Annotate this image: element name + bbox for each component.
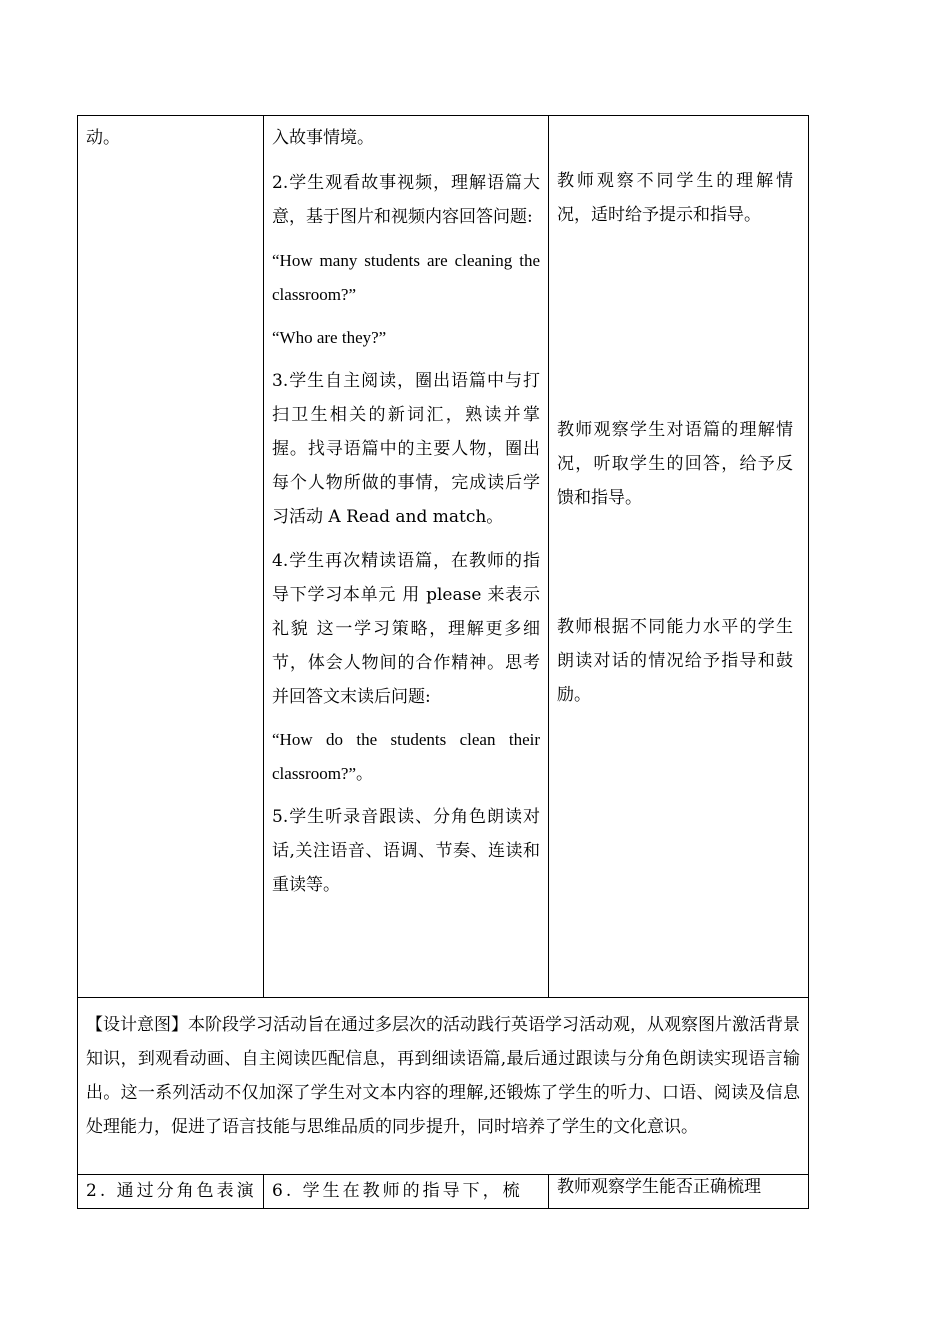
student-activity-cell — [272, 121, 540, 902]
assessment-note-2 — [557, 413, 793, 515]
assessment-text-2: 教师观察学生对语篇的理解情况，听取学生的回答，给予反馈和指导。 — [557, 420, 793, 508]
row-divider-1 — [77, 997, 809, 998]
design-intent: 【设计意图】本阶段学习活动旨在通过多层次的活动践行英语学习活动观，从观察图片激活背景知识，到观看动画、自主阅读匹配信息，再到细读语篇,最后通过跟读与分角色朗读实现语言输出。这一系列活动不仅加深了学生对文本内容的理解,还锻炼了学生的听力、口语、阅读及信息处理能力，促进了语言技能与思维品质的同步提升，同时培养了学生的文化意识。 — [86, 1015, 800, 1137]
student-activity-step-2: 2.学生观看故事视频，理解语篇大意，基于图片和视频内容回答问题: — [272, 173, 540, 227]
table-border-left — [77, 115, 78, 1209]
col-divider-1 — [263, 115, 264, 997]
col-divider-2 — [548, 115, 549, 997]
student-activity-cell-row3: 6. 学生在教师的指导下，梳 — [272, 1181, 523, 1201]
assessment-cell-row3: 教师观察学生能否正确梳理 — [557, 1177, 761, 1197]
assessment-note-3 — [557, 610, 793, 712]
assessment-text-1: 教师观察不同学生的理解情况，适时给予提示和指导。 — [557, 171, 793, 225]
student-activity-intro: 入故事情境。 — [272, 128, 374, 148]
student-activity-step-3: 3.学生自主阅读，圈出语篇中与打扫卫生相关的新词汇，熟读并掌握。找寻语篇中的主要人物，圈出每个人物所做的事情，完成读后学习活动 A Read and match。 — [272, 371, 540, 527]
lesson-plan-table — [77, 115, 809, 1209]
question-how-many: “How many students are cleaning the classroom?” — [272, 251, 540, 304]
assessment-note-1 — [557, 164, 793, 232]
col-divider-2-row3 — [548, 1174, 549, 1208]
activity-text: 动。 — [86, 128, 120, 148]
table-border-bottom — [77, 1208, 809, 1209]
table-border-right — [808, 115, 809, 1209]
col-divider-1-row3 — [263, 1174, 264, 1208]
activity-cell — [86, 121, 260, 155]
activity-cell-row3: 2. 通过分角色表演 — [86, 1181, 257, 1201]
table-border-top — [77, 115, 809, 116]
student-activity-step-4: 4.学生再次精读语篇，在教师的指导下学习本单元 用 please 来表示礼貌 这一学习策略，理解更多细节，体会人物间的合作精神。思考并回答文末读后问题: — [272, 551, 540, 707]
student-activity-step-5: 5.学生听录音跟读、分角色朗读对话,关注语音、语调、节奏、连读和重读等。 — [272, 807, 540, 895]
question-who: “Who are they?” — [272, 328, 387, 347]
assessment-text-3: 教师根据不同能力水平的学生朗读对话的情况给予指导和鼓励。 — [557, 617, 793, 705]
question-how-clean: “How do the students clean their classroom?”。 — [272, 730, 540, 783]
